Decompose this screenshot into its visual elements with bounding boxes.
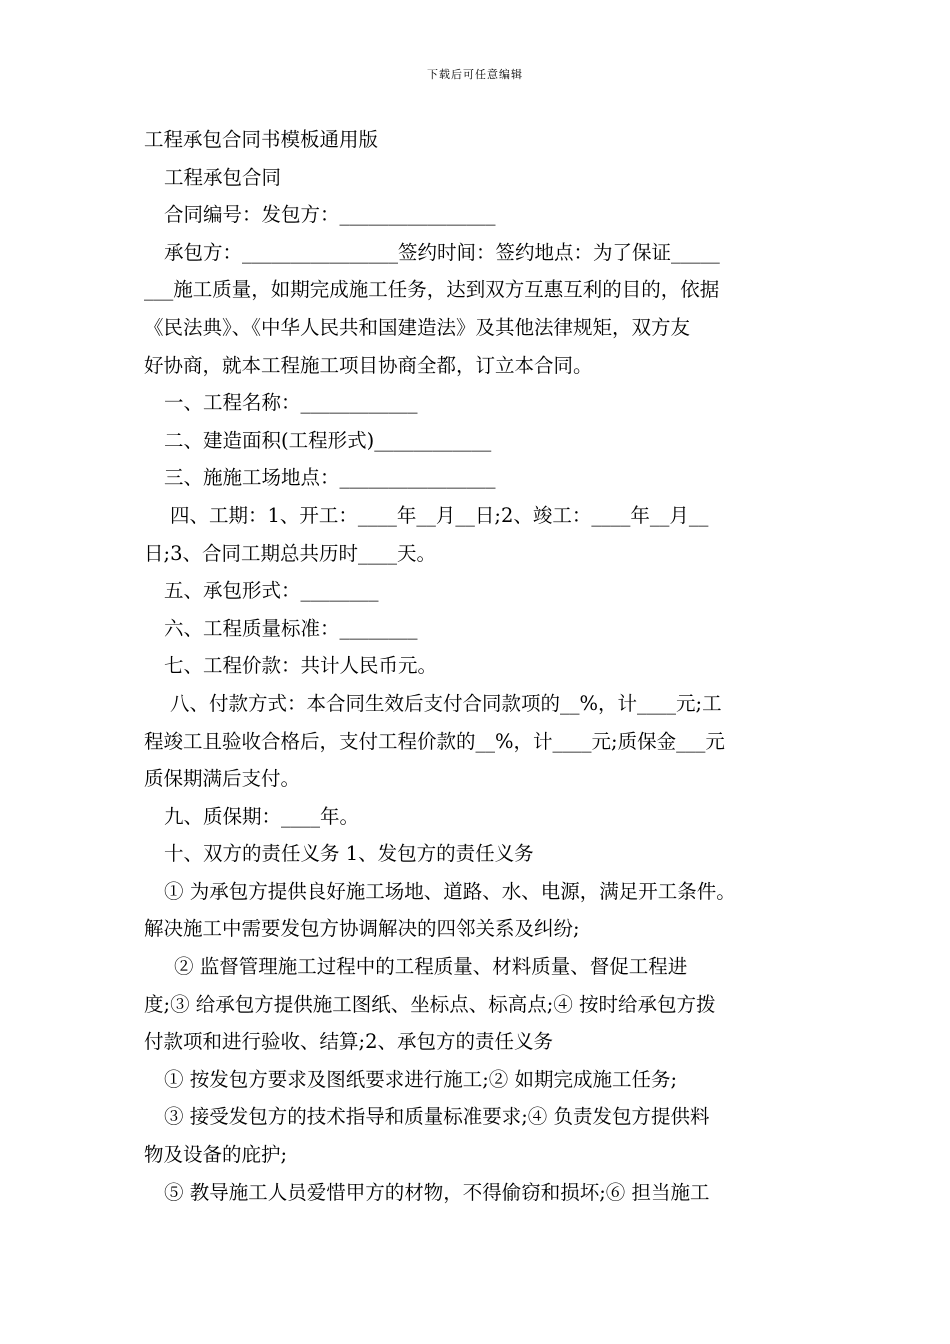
text-line: 承包方：________________签约时间：签约地点：为了保证_____ (164, 240, 720, 264)
text-line: 好协商，就本工程施工项目协商全都，订立本合同。 (144, 353, 593, 377)
text-line: 九、质保期：____年。 (164, 804, 360, 828)
text-line: ⑤ 教导施工人员爱惜甲方的材物，不得偷窃和损坏;⑥ 担当施工 (164, 1180, 710, 1204)
document-title: 工程承包合同书模板通用版 (144, 128, 379, 151)
text-line: 一、工程名称：____________ (164, 391, 418, 415)
text-line: 八、付款方式：本合同生效后支付合同款项的__%，计____元;工 (170, 691, 722, 715)
text-line: 程竣工且验收合格后，支付工程价款的__%，计____元;质保金___元 (144, 729, 725, 753)
page-header: 下载后可任意编辑 (427, 68, 523, 81)
text-line: 付款项和进行验收、结算;2、承包方的责任义务 (144, 1030, 553, 1054)
text-line: 质保期满后支付。 (144, 767, 301, 791)
text-line: 《民法典》、《中华人民共和国建造法》及其他法律规矩，双方友 (144, 315, 691, 339)
text-line: 解决施工中需要发包方协调解决的四邻关系及纠纷; (144, 917, 580, 941)
text-line: ① 按发包方要求及图纸要求进行施工;② 如期完成施工任务; (164, 1067, 678, 1091)
text-line: 四、工期：1、开工：____年__月__日;2、竣工：____年__月__ (170, 503, 709, 527)
text-line: 五、承包形式：________ (164, 579, 379, 603)
document-body (144, 121, 814, 1211)
text-line: 合同编号：发包方：________________ (164, 203, 496, 227)
text-line: ① 为承包方提供良好施工场地、道路、水、电源，满足开工条件。 (164, 879, 736, 903)
text-line: ② 监督管理施工过程中的工程质量、材料质量、督促工程进 (174, 955, 688, 979)
text-line: 二、建造面积(工程形式)____________ (164, 428, 492, 452)
text-line: 度;③ 给承包方提供施工图纸、坐标点、标高点;④ 按时给承包方拨 (144, 992, 716, 1016)
text-line: ___施工质量，如期完成施工任务，达到双方互惠互利的目的，依据 (144, 278, 720, 302)
text-line: 物及设备的庇护; (144, 1143, 288, 1167)
text-line: ③ 接受发包方的技术指导和质量标准要求;④ 负责发包方提供料 (164, 1105, 710, 1129)
text-line: 三、施施工场地点：________________ (164, 466, 496, 490)
text-line: 七、工程价款：共计人民币元。 (164, 654, 438, 678)
text-line: 六、工程质量标准：________ (164, 616, 418, 640)
text-line: 十、双方的责任义务 1、发包方的责任义务 (164, 842, 534, 866)
text-line: 工程承包合同 (164, 165, 282, 189)
text-line: 日;3、合同工期总共历时____天。 (144, 541, 436, 565)
